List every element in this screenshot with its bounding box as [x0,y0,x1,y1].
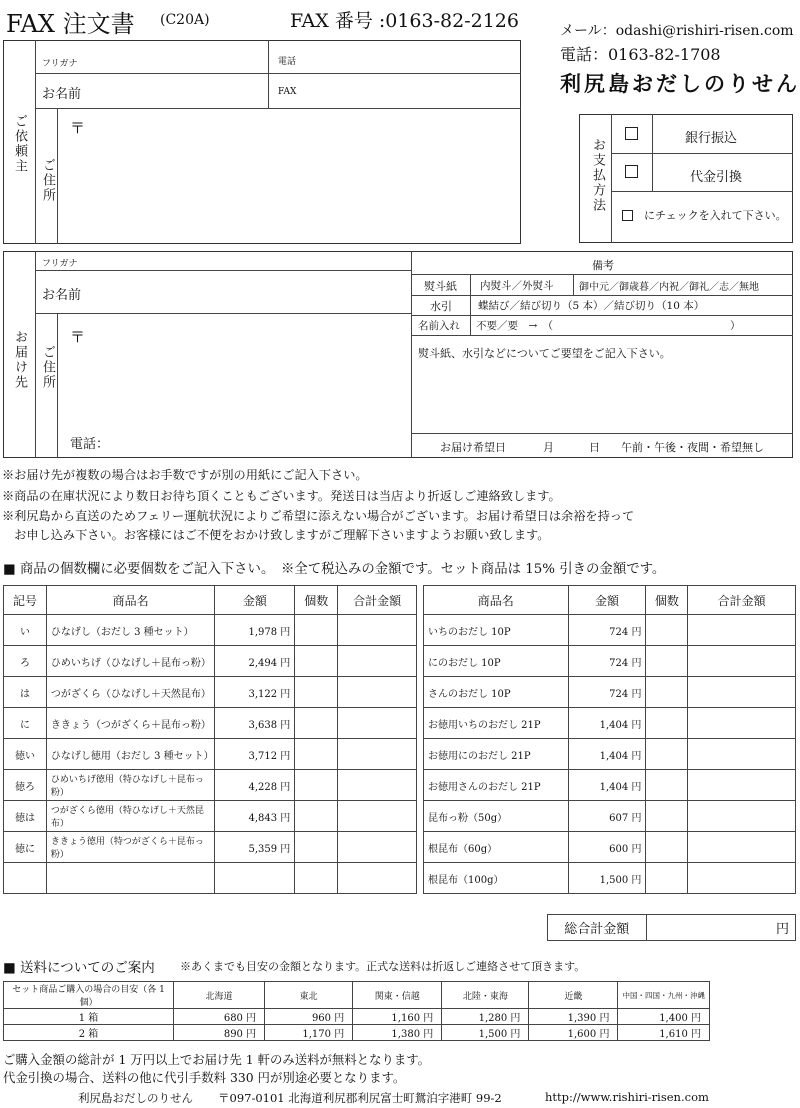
shipping-header: 北陸・東海 [442,982,529,1009]
qty-cell[interactable] [295,708,338,739]
product-code [4,863,47,894]
product-code: 徳に [4,832,47,863]
products-table-left [3,585,417,894]
remarks-noshi-value2[interactable]: 御中元／御歳暮／内祝／御礼／志／無地 [579,282,759,293]
product-name: お徳用にのおだし 21P [424,739,569,770]
delivery-phone-label: 電話： [70,437,110,452]
remarks-name-label: 名前入れ [418,320,460,332]
email-text: メール：odashi@rishiri-risen.com [560,23,794,39]
bank-transfer-checkbox[interactable] [625,127,638,140]
shipping-fee: 1,280 円 [442,1009,529,1025]
requester-address-label: ご住所 [40,158,55,203]
shipping-header: 東北 [265,982,353,1009]
product-name: ききょう（つがざくら＋昆布っ粉） [46,708,215,739]
shipping-fee: 1,400 円 [618,1009,710,1025]
qty-cell[interactable] [295,801,338,832]
col-total: 合計金額 [688,586,796,615]
delivery-address-field[interactable] [88,320,406,426]
remarks-noshi-label: 熨斗紙 [424,280,457,293]
qty-cell[interactable] [295,646,338,677]
table-row [4,708,417,739]
requester-address-field[interactable] [88,114,513,238]
shipping-heading: ■ 送料についてのご案内 [3,960,155,976]
qty-cell[interactable] [646,708,688,739]
fax-number: FAX 番号 :0163-82-2126 [290,10,519,32]
product-code: い [4,615,47,646]
qty-cell[interactable] [295,832,338,863]
total-cell[interactable] [338,739,417,770]
shipping-fee: 1,390 円 [529,1009,618,1025]
total-cell[interactable] [688,739,796,770]
table-row [4,646,417,677]
remarks-noshi-value1[interactable]: 内熨斗／外熨斗 [480,280,554,292]
delivery-date-month[interactable]: 月 [543,441,554,454]
requester-phone-label: 電話 [278,57,297,67]
table-row [4,770,417,801]
total-cell[interactable] [338,863,417,894]
col-price: 金額 [215,586,295,615]
qty-cell[interactable] [646,615,688,646]
shipping-fee: 960 円 [265,1009,353,1025]
table-row [4,615,417,646]
product-name: お徳用いちのおだし 21P [424,708,569,739]
delivery-postal-mark: 〒 [70,328,86,346]
product-price: 607 円 [568,801,646,832]
shipping-fee: 680 円 [174,1009,265,1025]
col-name: 商品名 [424,586,569,615]
qty-cell[interactable] [646,801,688,832]
total-cell[interactable] [688,646,796,677]
delivery-name-field[interactable] [100,274,405,310]
col-qty: 個数 [295,586,338,615]
requester-furigana-field[interactable] [90,44,260,70]
cod-checkbox[interactable] [625,165,638,178]
product-price: 724 円 [568,677,646,708]
footer-address: 〒097-0101 北海道利尻郡利尻富士町鴛泊字港町 99-2 [218,1091,502,1105]
remarks-name-value[interactable]: 不要／要 → （ [476,320,554,332]
shipping-header: 北海道 [174,982,265,1009]
table-row [424,646,796,677]
delivery-time-options[interactable]: 午前・午後・夜間・希望無し [621,441,764,454]
qty-cell[interactable] [646,832,688,863]
col-total: 合計金額 [338,586,417,615]
requester-phone-field[interactable] [300,44,515,70]
delivery-name-label: お名前 [42,288,82,303]
qty-cell[interactable] [646,739,688,770]
grand-total-field[interactable]: 円 [646,915,795,941]
shipping-header: 関東・信越 [353,982,442,1009]
total-cell[interactable] [338,615,417,646]
requester-postal-mark: 〒 [70,119,86,137]
qty-cell[interactable] [295,615,338,646]
col-name: 商品名 [46,586,215,615]
grand-total-label: 総合計金額 [548,915,647,941]
remarks-mizuhiki-value[interactable]: 蝶結び／結び切り（5 本）／結び切り（10 本） [478,300,705,312]
product-name: 昆布っ粉（50g） [424,801,569,832]
table-row [4,677,417,708]
delivery-date-day[interactable]: 日 [589,441,600,454]
products-table-right [423,585,796,894]
delivery-phone-field[interactable] [115,430,405,452]
requester-furigana-label: フリガナ [42,59,78,69]
delivery-furigana-field[interactable] [90,254,405,268]
requester-name-label: お名前 [42,87,82,102]
grand-total-table [547,914,796,941]
total-cell[interactable] [338,832,417,863]
requester-fax-label: FAX [278,87,297,97]
product-code: ろ [4,646,47,677]
shipping-fee: 1,600 円 [529,1025,618,1041]
table-row [424,832,796,863]
product-price: 3,122 円 [215,677,295,708]
form-title: FAX 注文書 [6,10,135,38]
shipping-fee: 1,170 円 [265,1025,353,1041]
table-row [4,801,417,832]
total-cell[interactable] [688,615,796,646]
table-row [424,801,796,832]
product-code: 徳は [4,801,47,832]
total-cell[interactable] [688,863,796,894]
total-cell[interactable] [688,801,796,832]
table-row [4,832,417,863]
product-code: に [4,708,47,739]
product-price: 1,404 円 [568,708,646,739]
product-price: 1,404 円 [568,739,646,770]
product-name: ききょう徳用（特つがざくら＋昆布っ粉） [46,832,215,863]
footer-shop-name: 利尻島おだしのりせん [78,1091,193,1105]
remarks-title: 備考 [592,259,614,272]
footer-url[interactable]: http://www.rishiri-risen.com [545,1090,709,1104]
total-cell[interactable] [338,677,417,708]
product-name: にのおだし 10P [424,646,569,677]
payment-note: にチェックを入れて下さい。 [644,209,787,222]
qty-cell[interactable] [646,677,688,708]
remarks-request-field[interactable] [414,362,788,430]
shipping-fee: 890 円 [174,1025,265,1041]
delivery-address-label: ご住所 [40,345,55,390]
col-qty: 個数 [646,586,688,615]
shipping-fee: 1,160 円 [353,1009,442,1025]
remarks-request-text: 熨斗紙、水引などについてご要望をご記入下さい。 [418,347,671,360]
table-row [424,739,796,770]
note-line-4: お申し込み下さい。お客様にはご不便をおかけ致しますがご理解下さいますようお願い致します。 [2,528,550,542]
product-name: つがざくら（ひなげし＋天然昆布） [46,677,215,708]
product-price: 5,359 円 [215,832,295,863]
product-price: 1,500 円 [568,863,646,894]
qty-cell[interactable] [646,770,688,801]
payment-label: お支払方法 [590,138,605,213]
shipping-header: セット商品ご購入の場合の目安（各 1 個） [4,982,174,1009]
qty-cell[interactable] [646,863,688,894]
product-price: 3,638 円 [215,708,295,739]
total-cell[interactable] [338,770,417,801]
checkbox-sample-icon [622,210,633,221]
shipping-row-label: 2 箱 [4,1025,174,1041]
shipping-fee: 1,500 円 [442,1025,529,1041]
product-price: 600 円 [568,832,646,863]
shipping-header: 近畿 [529,982,618,1009]
product-name: ひめいちげ徳用（特ひなげし＋昆布っ粉） [46,770,215,801]
shipping-heading-note: ※あくまでも目安の金額となります。正式な送料は折返しご連絡させて頂きます。 [180,960,586,973]
product-name: ひなげし徳用（おだし 3 種セット） [46,739,215,770]
total-cell[interactable] [338,708,417,739]
note-line-3: ※利尻島から直送のためフェリー運航状況によりご希望に添えない場合がございます。お届け希望日は余裕を持って [2,509,635,523]
products-heading: ■ 商品の個数欄に必要個数をご記入下さい。 ※全て税込みの金額です。セット商品は 15% 引きの金額です。 [3,562,666,577]
product-price: 1,978 円 [215,615,295,646]
product-name: ひなげし（おだし 3 種セット） [46,615,215,646]
bank-transfer-label: 銀行振込 [685,131,738,146]
table-row [424,863,796,894]
table-row [424,770,796,801]
requester-fax-field[interactable] [300,76,515,104]
shipping-fee: 1,380 円 [353,1025,442,1041]
qty-cell[interactable] [295,770,338,801]
shipping-header: 中国・四国・九州・沖縄 [618,982,710,1009]
remarks-mizuhiki-label: 水引 [430,300,452,313]
phone-text: 電話：0163-82-1708 [560,45,721,64]
col-code: 記号 [4,586,47,615]
table-row [424,708,796,739]
product-name: つがざくら徳用（特ひなげし＋天然昆布） [46,801,215,832]
total-cell[interactable] [688,677,796,708]
table-row [4,863,417,894]
product-name [46,863,215,894]
product-price: 724 円 [568,646,646,677]
product-name: 根昆布（100g） [424,863,569,894]
qty-cell[interactable] [295,677,338,708]
product-code: は [4,677,47,708]
product-price: 3,712 円 [215,739,295,770]
footer-note-1: ご購入金額の総計が 1 万円以上でお届け先 1 軒のみ送料が無料となります。 [3,1052,431,1067]
note-line-1: ※お届け先が複数の場合はお手数ですが別の用紙にご記入下さい。 [2,468,368,482]
col-price: 金額 [568,586,646,615]
table-row [4,1009,710,1025]
qty-cell[interactable] [646,646,688,677]
product-code: 徳ろ [4,770,47,801]
total-cell[interactable] [688,832,796,863]
table-row [4,1025,710,1041]
product-price: 4,228 円 [215,770,295,801]
delivery-section-label: お届け先 [12,330,27,390]
table-row [424,615,796,646]
delivery-furigana-label: フリガナ [42,259,78,269]
qty-cell[interactable] [295,863,338,894]
requester-section-label: ご依頼主 [12,114,27,174]
shipping-fee: 1,610 円 [618,1025,710,1041]
qty-cell[interactable] [295,739,338,770]
total-cell[interactable] [688,770,796,801]
product-price: 2,494 円 [215,646,295,677]
delivery-date-label: お届け希望日 [440,441,506,454]
total-cell[interactable] [688,708,796,739]
product-price [215,863,295,894]
total-cell[interactable] [338,801,417,832]
product-name: 根昆布（60g） [424,832,569,863]
remarks-name-close: ） [730,320,741,332]
product-name: ひめいちげ（ひなげし＋昆布っ粉） [46,646,215,677]
form-code: (C20A) [160,12,210,28]
brand-logo: 利尻島おだしのりせん [560,72,800,96]
product-code: 徳い [4,739,47,770]
requester-name-field[interactable] [100,76,260,104]
product-name: いちのおだし 10P [424,615,569,646]
product-name: さんのおだし 10P [424,677,569,708]
product-price: 724 円 [568,615,646,646]
product-price: 1,404 円 [568,770,646,801]
total-cell[interactable] [338,646,417,677]
table-row [4,739,417,770]
cod-label: 代金引換 [690,170,743,185]
note-line-2: ※商品の在庫状況により数日お待ち頂くこともございます。発送日は当店より折返しご連絡致します。 [2,489,561,503]
product-price: 4,843 円 [215,801,295,832]
shipping-table [3,981,710,1041]
table-row [424,677,796,708]
footer-note-2: 代金引換の場合、送料の他に代引手数料 330 円が別途必要となります。 [3,1070,406,1085]
shipping-row-label: 1 箱 [4,1009,174,1025]
product-name: お徳用さんのおだし 21P [424,770,569,801]
